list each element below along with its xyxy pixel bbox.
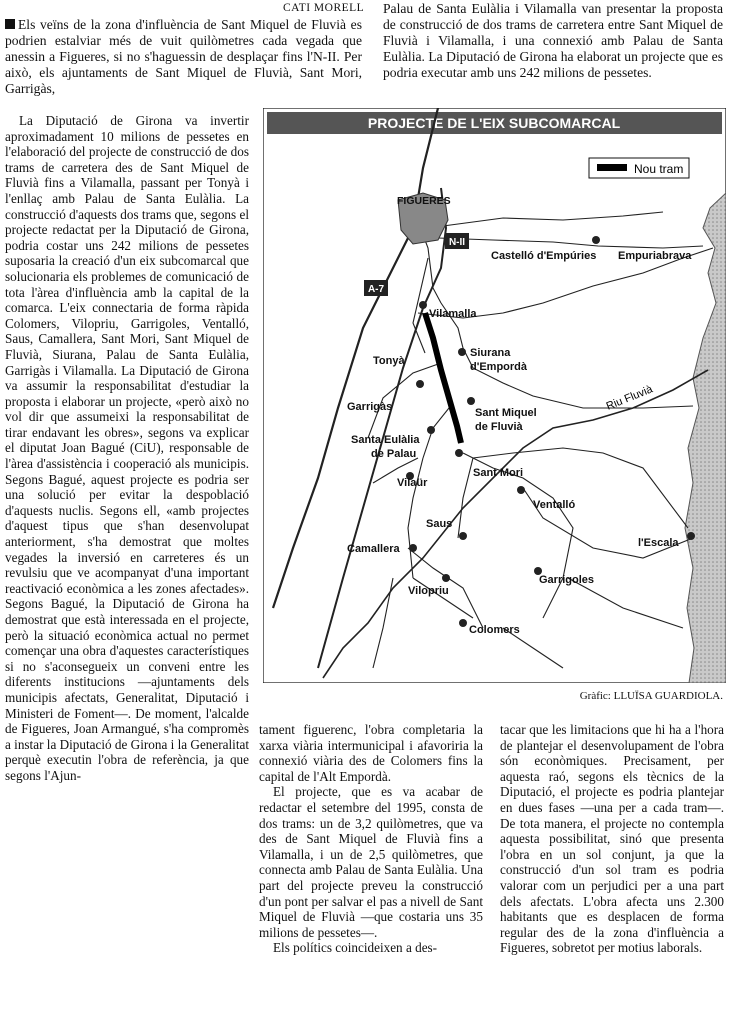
place-empuriabrava: Empuriabrava (618, 250, 692, 262)
place-figueres: FIGUERES (397, 195, 451, 207)
a7-label: A-7 (367, 284, 385, 295)
column2-paragraph-1: tament figuerenc, l'obra completaria la xarxa viària intermunicipal i afavoriria la connexió viària des de Colomers fins la capital de l'Alt Empordà. (259, 722, 483, 784)
column3-text: tacar que les limitacions que hi ha a l'hora de plantejar el desenvolupament de l'obra són econòmiques. Precisament, per aquesta raó, segons els tècnics de la Diputació, el projecte es podria plantejar en dues fases —una per a cada tram—. De tota manera, el projecte no contempla aquesta possibilitat, sinó que presenta l'obra en un sol conjunt, ja que la construcció d'un sol tram es podria valorar com un perjudici per a una part dels afectats. L'obra afecta uns 2.300 habitants que es desplacen de forma regular des de la zona d'influència a Figueres, sobretot per motius laborals. (500, 722, 724, 956)
legend-swatch (597, 164, 627, 171)
place-colomers: Colomers (469, 624, 520, 636)
lead-right (383, 1, 723, 81)
body-column-2 (259, 722, 483, 956)
map-title: PROJECTE DE L'EIX SUBCOMARCAL (367, 115, 621, 131)
column2-paragraph-2: El projecte, que es va acabar de redactar el setembre del 1995, consta de dos trams: un de 3,2 quilòmetres, que va des de Sant Miquel de Fluvià fins a Vilamalla, i un de 2,5 quilòmetres, que connecta amb Palau de Santa Eulàlia. Una part del projecte preveu la construcció d'un pont per salvar el pas a nivell de Sant Miquel de Fluvià —que costaria uns 35 milions de pessetes—. (259, 784, 483, 940)
river-label: Riu Fluvià (604, 383, 655, 413)
map-graphic (263, 108, 726, 683)
square-bullet-icon (5, 19, 15, 29)
place-garrigoles: Garrigoles (539, 574, 595, 586)
place-ventallo: Ventalló (533, 499, 576, 511)
place-santmiquel-1: Sant Miquel (475, 407, 537, 419)
lead-left (5, 17, 362, 97)
lead-right-text: Palau de Santa Eulàlia i Vilamalla van presentar la proposta de construcció de dos trams de carretera entre Sant Miquel de Fluvià i Vilamalla, i una connexió amb Palau de Santa Eulàlia. La Diputació de Girona ha elaborat un projecte que es podria executar amb uns 242 milions de pessetes. (383, 1, 723, 80)
column2-paragraph-3: Els polítics coincideixen a des- (273, 940, 438, 956)
graphic-credit: Gràfic: LLUÏSA GUARDIOLA. (579, 690, 723, 702)
place-saus: Saus (426, 518, 453, 530)
body-column-3 (500, 722, 724, 956)
place-santaeulalia-1: Santa Eulàlia (351, 434, 420, 446)
n2-label: N-II (448, 237, 466, 248)
byline: CATI MORELL (283, 2, 365, 14)
place-lescala: l'Escala (638, 537, 679, 549)
lead-left-text: Els veïns de la zona d'influència de Sant Miquel de Fluvià es podrien estalviar més de vuit quilòmetres cada vegada que anessin a Figueres, si no s'haguessin de desplaçar fins l'N-II. Per això, els ajuntaments de Sant Miquel de Fluvià, Sant Mori, Garrigàs, (5, 17, 362, 96)
place-santaeulalia-2: de Palau (371, 448, 417, 460)
place-vilaur: Vilaür (397, 477, 428, 489)
column1-text: La Diputació de Girona va invertir aproximadament 10 milions de pessetes en l'elaboració del projecte de construcció de dos trams de carretera des de Sant Miquel de Fluvià fins a Vilamalla, passant per Tonyà i l'enllaç amb Palau de Santa Eulàlia. La construcció d'aquests dos trams que, segons el projecte redactat per la Diputació de Girona, podria costar uns 242 milions de pessetes suposaria la creació d'un eix subcomarcal que solucionaria els problemes de comunicació de tota l'àrea d'influència amb la capital de la comarca. L'eix connectaria de forma ràpida Colomers, Vilopriu, Garrigoles, Ventalló, Saus, Camallera, Sant Mori, Sant Miquel de Fluvià, Siurana, Palau de Santa Eulàlia, Garrigàs i Vilamalla. La Diputació de Girona va assumir la responsabilitat d'estudiar la proposta i elaborar un projecte, «però això no vol dir que assumeixi la responsabilitat de tirar endavant les obres», segons va explicar el diputat Joan Bagué (CiU), responsable de l'àrea d'assistència i cooperació als municipis. Segons Bagué, aquest projecte es podria ser una solució per evitar la despoblació d'aquests nuclis. Segons ell, «amb projectes d'aquest tipus que s'han desenvolupat anteriorment, s'ha demostrat que moltes vegades la inversió en carreteres és un revulsiu que ve acompanyat d'una important reactivació econòmica a les zones afectades». Segons Bagué, la Diputació de Girona ha demostrat que està interessada en el projecte, però la situació econòmica actual no permet començar una obra d'aquestes característiques si no s'aconsegueix un conveni entre les diferents institucions —ajuntaments dels municipis afectats, Generalitat, Diputació i Ministeri de Foment—. De moment, l'alcalde de Figueres, Joan Armangué, s'ha compromès a instar la Diputació de Girona i la Generalitat perquè executin l'obra de referència, ja que segons l'Ajun- (5, 113, 249, 783)
place-vilamalla: Vilamalla (429, 308, 477, 320)
place-santmori: Sant Mori (473, 467, 524, 479)
place-castello: Castelló d'Empúries (491, 250, 597, 262)
place-santmiquel-2: de Fluvià (475, 421, 523, 433)
legend-label: Nou tram (634, 162, 684, 176)
place-vilopriu: Vilopriu (408, 585, 449, 597)
place-siurana-1: Siurana (470, 347, 511, 359)
place-camallera: Camallera (347, 543, 400, 555)
body-column-1 (5, 113, 249, 784)
place-garrigas: Garrigàs (347, 401, 393, 413)
place-siurana-2: d'Empordà (470, 361, 528, 373)
place-tonya: Tonyà (373, 355, 405, 367)
